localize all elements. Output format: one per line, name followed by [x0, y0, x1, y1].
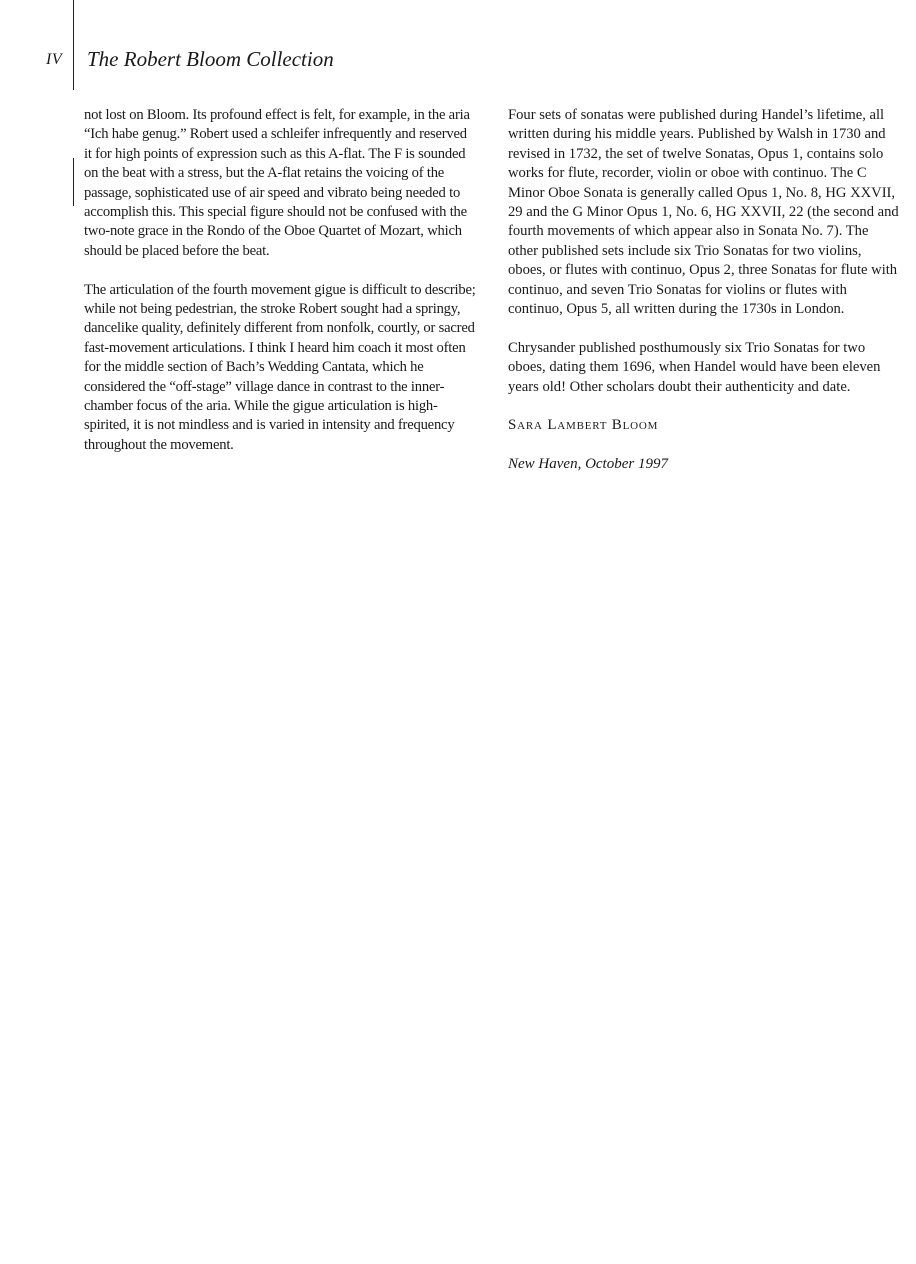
author-signature: Sara Lambert Bloom: [508, 417, 659, 434]
paragraph: Chrysander published posthumously six Trio Sonatas for two oboes, dating them 1696, when Handel would have been eleven years old! Other scholars doubt their authenticity and date.: [508, 339, 881, 395]
left-column: [84, 106, 476, 475]
paragraph: Four sets of sonatas were published during Handel’s lifetime, all written during his middle years. Published by Walsh in 1730 and revised in 1732, the set of twelve Sonatas, Opus 1, contains solo works for flute, recorder, violin or oboe with continuo. The C Minor Oboe Sonata is generally called Opus 1, No. 8, HG XXVII, 29 and the G Minor Opus 1, No. 6, HG XXVII, 22 (the second and fourth movements of which appear also in Sonata No. 7). The other published sets include six Trio Sonatas for two violins, oboes, or flutes with continuo, Opus 2, three Sonatas for flute with continuo, and seven Trio Sonatas for violins or flutes with continuo, Opus 5, all written during the 1730s in London.: [508, 107, 899, 318]
paragraph: not lost on Bloom. Its profound effect is felt, for example, in the aria “Ich habe genug.” Robert used a schleifer infrequently and reserved it for high points of expression such as this A-flat. The F is sounded on the beat with a stress, but the A-flat retains the voicing of the passage, sophisticated use of air speed and vibrato being needed to accomplish this. This special figure should not be confused with the two-note grace in the Rondo of the Oboe Quartet of Mozart, which should be placed before the beat.: [84, 107, 470, 259]
right-column: [508, 106, 900, 494]
margin-rule: [73, 0, 74, 90]
page-number: IV: [46, 51, 63, 68]
running-title: The Robert Bloom Collection: [87, 47, 334, 71]
margin-mark: [73, 158, 74, 206]
paragraph: The articulation of the fourth movement gigue is difficult to describe; while not being pedestrian, the stroke Robert sought had a springy, dancelike quality, definitely different from nonfolk, courtly, or sacred fast-movement articulations. I think I heard him coach it most often for the middle section of Bach’s Wedding Cantata, which he considered the “off-stage” village dance in contrast to the inner-chamber focus of the aria. While the gigue articulation is high-spirited, it is not mindless and is varied in intensity and frequency throughout the movement.: [84, 281, 476, 453]
place-date: New Haven, October 1997: [508, 456, 668, 473]
